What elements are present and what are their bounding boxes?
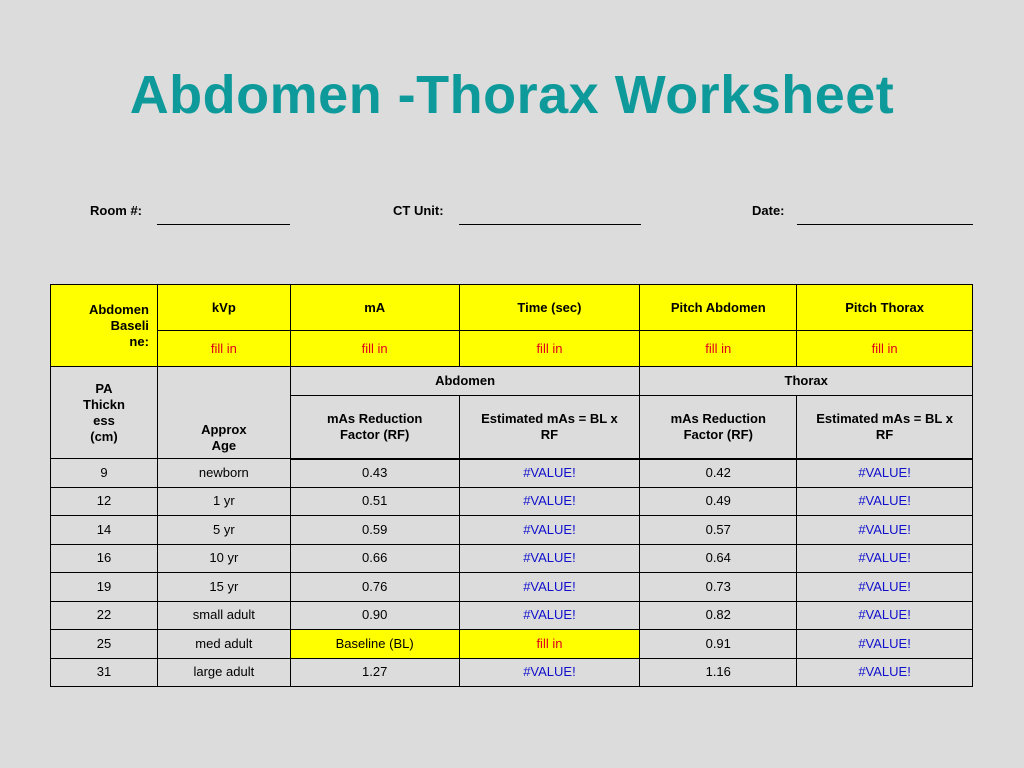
kvp-fill-in[interactable]: fill in bbox=[157, 331, 290, 367]
rf-abdomen-cell: 0.76 bbox=[290, 573, 459, 602]
approx-age-cell: med adult bbox=[157, 630, 290, 659]
estimated-abdomen-cell[interactable]: fill in bbox=[459, 630, 640, 659]
rf-abdomen-cell: 0.66 bbox=[290, 544, 459, 573]
estimated-thorax-cell: #VALUE! bbox=[797, 573, 973, 602]
table-row bbox=[51, 459, 973, 488]
baseline-label: Abdomen Baseli ne: bbox=[51, 285, 158, 367]
estimated-thorax-cell: #VALUE! bbox=[797, 658, 973, 687]
pa-thickness-cell: 22 bbox=[51, 601, 158, 630]
estimated-thorax-cell: #VALUE! bbox=[797, 487, 973, 516]
room-input-line[interactable] bbox=[157, 224, 290, 225]
header-kvp: kVp bbox=[157, 285, 290, 331]
estimated-abdomen-cell: #VALUE! bbox=[459, 601, 640, 630]
subheader-rf-abdomen: mAs Reduction Factor (RF) bbox=[290, 396, 459, 459]
estimated-abdomen-cell: #VALUE! bbox=[459, 573, 640, 602]
estimated-abdomen-cell: #VALUE! bbox=[459, 544, 640, 573]
time-fill-in[interactable]: fill in bbox=[459, 331, 640, 367]
approx-age-cell: small adult bbox=[157, 601, 290, 630]
approx-age-cell: large adult bbox=[157, 658, 290, 687]
estimated-thorax-cell: #VALUE! bbox=[797, 459, 973, 488]
worksheet-table bbox=[50, 284, 973, 687]
estimated-thorax-cell: #VALUE! bbox=[797, 544, 973, 573]
approx-age-cell: 1 yr bbox=[157, 487, 290, 516]
pa-thickness-cell: 16 bbox=[51, 544, 158, 573]
rf-thorax-cell: 1.16 bbox=[640, 658, 797, 687]
pa-thickness-cell: 31 bbox=[51, 658, 158, 687]
column-header-pa-thickness: PA Thickn ess (cm) bbox=[51, 367, 158, 459]
rf-thorax-cell: 0.73 bbox=[640, 573, 797, 602]
pitch-abdomen-fill-in[interactable]: fill in bbox=[640, 331, 797, 367]
estimated-thorax-cell: #VALUE! bbox=[797, 601, 973, 630]
rf-thorax-cell: 0.82 bbox=[640, 601, 797, 630]
rf-abdomen-cell: 0.43 bbox=[290, 459, 459, 488]
subheader-rf-thorax: mAs Reduction Factor (RF) bbox=[640, 396, 797, 459]
header-pitch-thorax: Pitch Thorax bbox=[797, 285, 973, 331]
table-row bbox=[51, 658, 973, 687]
pa-thickness-cell: 19 bbox=[51, 573, 158, 602]
column-header-approx-age: Approx Age bbox=[157, 367, 290, 459]
table-row bbox=[51, 601, 973, 630]
date-label: Date: bbox=[752, 203, 785, 218]
ma-fill-in[interactable]: fill in bbox=[290, 331, 459, 367]
table-row bbox=[51, 573, 973, 602]
approx-age-cell: 5 yr bbox=[157, 516, 290, 545]
date-input-line[interactable] bbox=[797, 224, 973, 225]
estimated-thorax-cell: #VALUE! bbox=[797, 516, 973, 545]
header-pitch-abdomen: Pitch Abdomen bbox=[640, 285, 797, 331]
rf-thorax-cell: 0.64 bbox=[640, 544, 797, 573]
rf-thorax-cell: 0.42 bbox=[640, 459, 797, 488]
estimated-abdomen-cell: #VALUE! bbox=[459, 658, 640, 687]
rf-thorax-cell: 0.91 bbox=[640, 630, 797, 659]
approx-age-cell: 15 yr bbox=[157, 573, 290, 602]
room-label: Room #: bbox=[90, 203, 142, 218]
table-row bbox=[51, 487, 973, 516]
rf-abdomen-cell: 0.59 bbox=[290, 516, 459, 545]
rf-thorax-cell: 0.57 bbox=[640, 516, 797, 545]
header-ma: mA bbox=[290, 285, 459, 331]
approx-age-cell: 10 yr bbox=[157, 544, 290, 573]
pa-thickness-cell: 25 bbox=[51, 630, 158, 659]
estimated-abdomen-cell: #VALUE! bbox=[459, 459, 640, 488]
header-time: Time (sec) bbox=[459, 285, 640, 331]
rf-abdomen-cell: 1.27 bbox=[290, 658, 459, 687]
estimated-thorax-cell: #VALUE! bbox=[797, 630, 973, 659]
rf-abdomen-cell: 0.90 bbox=[290, 601, 459, 630]
group-header-thorax: Thorax bbox=[640, 367, 973, 396]
rf-abdomen-cell: 0.51 bbox=[290, 487, 459, 516]
rf-abdomen-cell[interactable]: Baseline (BL) bbox=[290, 630, 459, 659]
subheader-estimated-abdomen: Estimated mAs = BL x RF bbox=[459, 396, 640, 459]
ct-unit-label: CT Unit: bbox=[393, 203, 444, 218]
pitch-thorax-fill-in[interactable]: fill in bbox=[797, 331, 973, 367]
pa-thickness-cell: 14 bbox=[51, 516, 158, 545]
pa-thickness-cell: 9 bbox=[51, 459, 158, 488]
table-row bbox=[51, 544, 973, 573]
estimated-abdomen-cell: #VALUE! bbox=[459, 487, 640, 516]
table-row bbox=[51, 630, 973, 659]
approx-age-cell: newborn bbox=[157, 459, 290, 488]
ct-unit-input-line[interactable] bbox=[459, 224, 641, 225]
estimated-abdomen-cell: #VALUE! bbox=[459, 516, 640, 545]
rf-thorax-cell: 0.49 bbox=[640, 487, 797, 516]
page-title: Abdomen -Thorax Worksheet bbox=[129, 65, 895, 125]
table-row bbox=[51, 516, 973, 545]
pa-thickness-cell: 12 bbox=[51, 487, 158, 516]
subheader-estimated-thorax: Estimated mAs = BL x RF bbox=[797, 396, 973, 459]
group-header-abdomen: Abdomen bbox=[290, 367, 640, 396]
